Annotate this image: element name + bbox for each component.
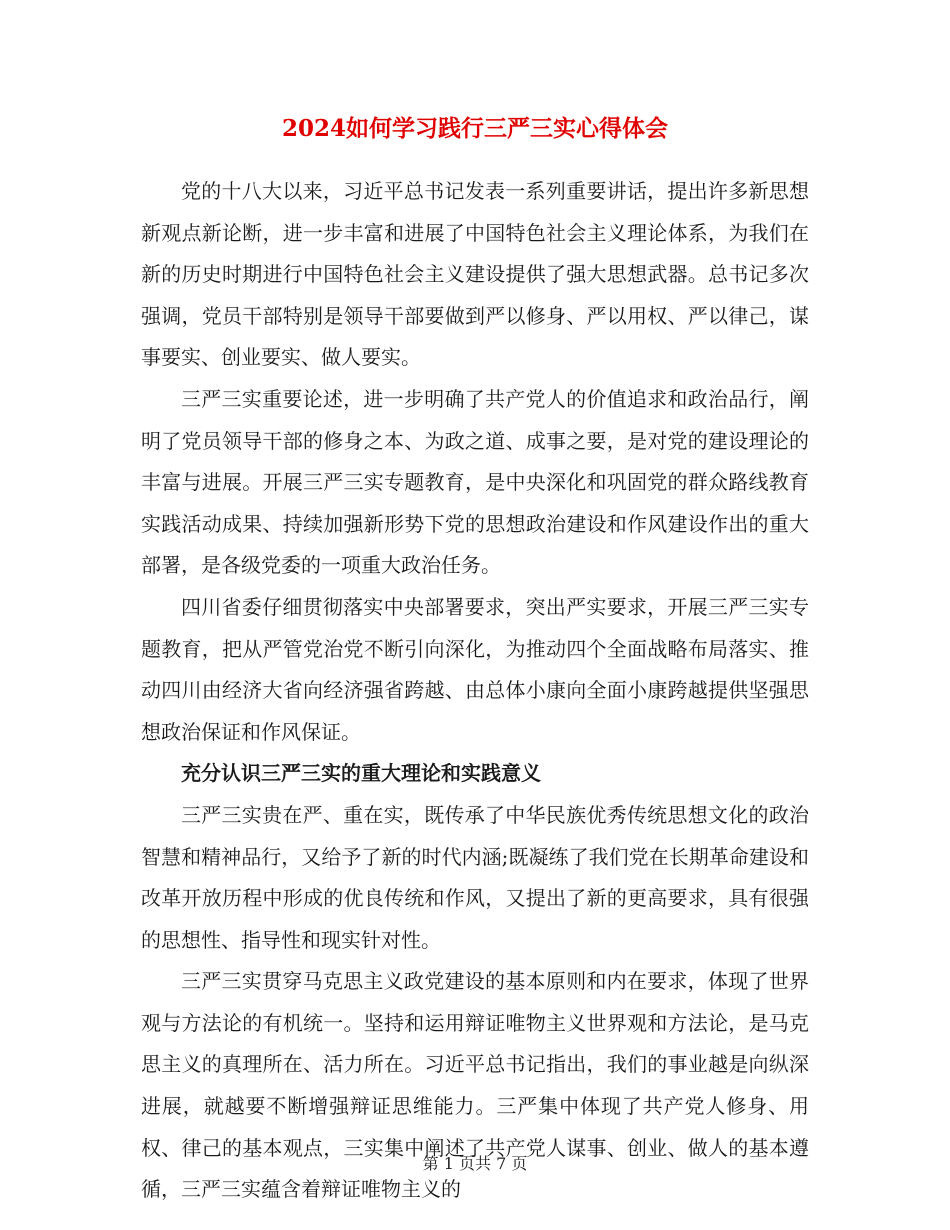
paragraph-2: 三严三实重要论述，进一步明确了共产党人的价值追求和政治品行，阐明了党员领导干部的修身之本、为政之道、成事之要，是对党的建设理论的丰富与进展。开展三严三实专题教育，是中央深化和巩固党的群众路线教育实践活动成果、持续加强新形势下党的思想政治建设和作风建设作出的重大部署，是各级党委的一项重大政治任务。 [141, 386, 809, 578]
paragraph-3: 四川省委仔细贯彻落实中央部署要求，突出严实要求，开展三严三实专题教育，把从严管党治党不断引向深化，为推动四个全面战略布局落实、推动四川由经济大省向经济强省跨越、由总体小康向全面小康跨越提供坚强思想政治保证和作风保证。 [141, 594, 809, 744]
section-heading: 充分认识三严三实的重大理论和实践意义 [181, 761, 541, 786]
section-paragraph-1: 三严三实贵在严、重在实，既传承了中华民族优秀传统思想文化的政治智慧和精神品行，又给予了新的时代内涵;既凝练了我们党在长期革命建设和改革开放历程中形成的优良传统和作风，又提出了新的更高要求，具有很强的思想性、指导性和现实针对性。 [141, 802, 809, 952]
section-paragraph-2: 三严三实贯穿马克思主义政党建设的基本原则和内在要求，体现了世界观与方法论的有机统一。坚持和运用辩证唯物主义世界观和方法论，是马克思主义的真理所在、活力所在。习近平总书记指出，我们的事业越是向纵深进展，就越要不断增强辩证思维能力。三严集中体现了共产党人修身、用权、律己的基本观点，三实集中阐述了共产党人谋事、创业、做人的基本遵循，三严三实蕴含着辩证唯物主义的 [141, 969, 809, 1202]
document-title: 2024如何学习践行三严三实心得体会 [281, 115, 668, 142]
page-footer: 第 1 页共 7 页 [422, 1154, 528, 1173]
paragraph-1: 党的十八大以来，习近平总书记发表一系列重要讲话，提出许多新思想新观点新论断，进一步丰富和进展了中国特色社会主义理论体系，为我们在新的历史时期进行中国特色社会主义建设提供了强大思想武器。总书记多次强调，党员干部特别是领导干部要做到严以修身、严以用权、严以律己，谋事要实、创业要实、做人要实。 [141, 179, 809, 370]
document-body [141, 171, 809, 1211]
